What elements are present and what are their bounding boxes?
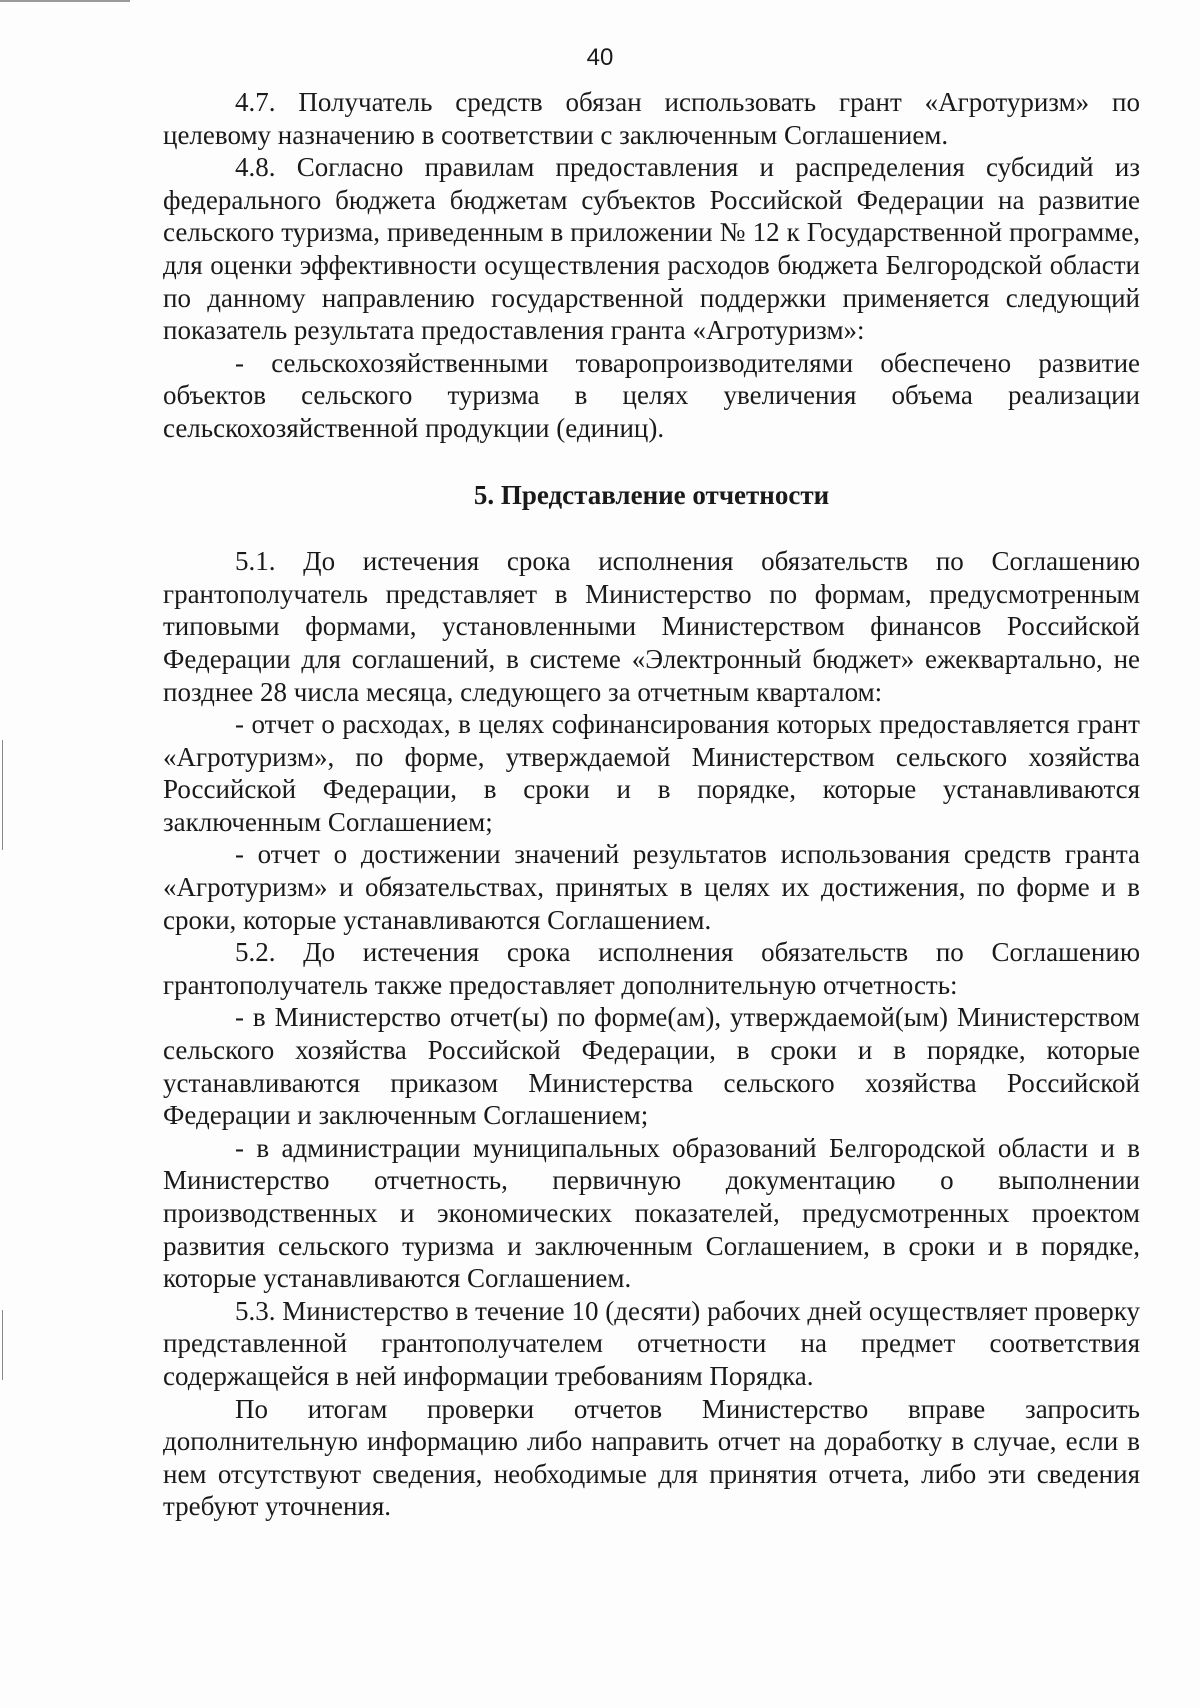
paragraph-5-1: 5.1. До истечения срока исполнения обязательств по Соглашению грантополучатель представляет в Министерство по формам, предусмотренным типовыми формами, установленными Министерством финансов Российской Федерации для соглашений, в системе «Электронный бюджет» ежеквартально, не позднее 28 числа месяца, следующего за отчетным кварталом: (163, 546, 1140, 707)
paragraph-5-2: 5.2. До истечения срока исполнения обязательств по Соглашению грантополучатель также предоставляет дополнительную отчетность: (163, 937, 1140, 1000)
page-number: 40 (586, 44, 614, 71)
scan-left-mark (2, 740, 3, 850)
scan-top-edge (0, 0, 130, 2)
paragraph-5-1-item-1: - отчет о расходах, в целях софинансирования которых предоставляется грант «Агротуризм», по форме, утверждаемой Министерством сельского хозяйства Российской Федерации, в сроки и в порядке, которые устанавливаются заключенным Соглашением; (163, 709, 1140, 837)
paragraph-5-3: 5.3. Министерство в течение 10 (десяти) рабочих дней осуществляет проверку представленной грантополучателем отчетности на предмет соответствия содержащейся в ней информации требованиям Порядка. (163, 1295, 1140, 1391)
scan-left-mark (2, 1310, 3, 1380)
paragraph-5-2-item-1: - в Министерство отчет(ы) по форме(ам), утверждаемой(ым) Министерством сельского хозяйства Российской Федерации, в сроки и в порядке, которые устанавливаются приказом Министерства сельского хозяйства Российской Федерации и заключенным Соглашением; (163, 1002, 1140, 1131)
paragraph-5-1-item-2: - отчет о достижении значений результатов использования средств гранта «Агротуризм» и обязательствах, принятых в целях их достижения, по форме и в сроки, которые устанавливаются Соглашением. (163, 839, 1140, 935)
document-body (163, 86, 1140, 1523)
section-heading: 5. Представление отчетности (473, 479, 830, 510)
paragraph-5-2-item-2: - в администрации муниципальных образований Белгородской области и в Министерство отчетность, первичную документацию о выполнении производственных и экономических показателей, предусмотренных проектом развития сельского туризма и заключенным Соглашением, в сроки и в порядке, которые устанавливаются Соглашением. (163, 1132, 1140, 1294)
paragraph-4-8: 4.8. Согласно правилам предоставления и распределения субсидий из федерального бюджета бюджетам субъектов Российской Федерации на развитие сельского туризма, приведенным в приложении № 12 к Государственной программе, для оценки эффективности осуществления расходов бюджета Белгородской области по данному направлению государственной поддержки применяется следующий показатель результата предоставления гранта «Агротуризм»: (163, 152, 1140, 346)
paragraph-4-8-item: - сельскохозяйственными товаропроизводителями обеспечено развитие объектов сельского туризма в целях увеличения объема реализации сельскохозяйственной продукции (единиц). (163, 347, 1140, 443)
paragraph-4-7: 4.7. Получатель средств обязан использовать грант «Агротуризм» по целевому назначению в соответствии с заключенным Соглашением. (163, 87, 1140, 150)
paragraph-5-3-continued: По итогам проверки отчетов Министерство вправе запросить дополнительную информацию либо направить отчет на доработку в случае, если в нем отсутствуют сведения, необходимые для принятия отчета, либо эти сведения требуют уточнения. (163, 1393, 1140, 1522)
